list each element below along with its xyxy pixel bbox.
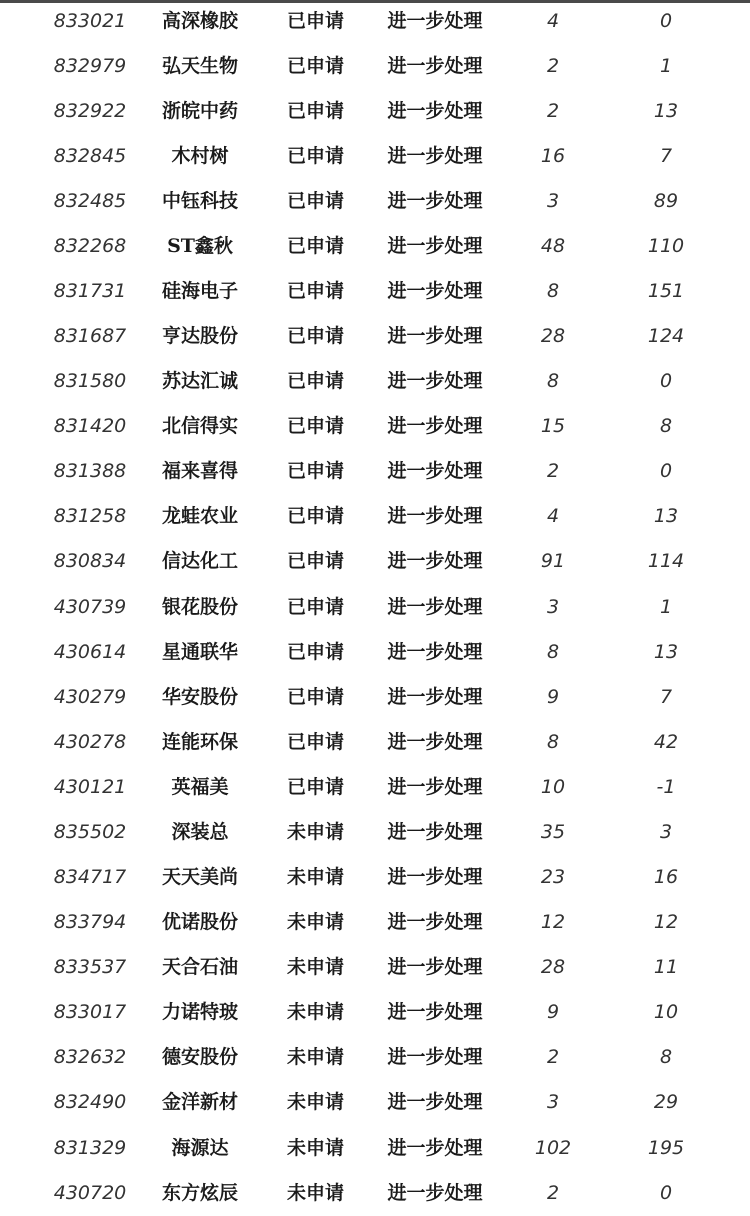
company-name-cell: 海源达 xyxy=(171,1136,229,1159)
application-status-cell: 未申请 xyxy=(286,866,344,889)
application-status-cell: 已申请 xyxy=(286,189,344,212)
company-name-cell: 连能环保 xyxy=(161,730,238,753)
application-status-cell: 已申请 xyxy=(286,460,344,483)
application-status-cell: 已申请 xyxy=(286,99,344,122)
company-name-cell: 弘天生物 xyxy=(161,54,238,77)
table-row xyxy=(0,630,750,675)
stock-code-cell: 831329 xyxy=(53,1136,127,1159)
stock-code-cell: 430278 xyxy=(53,730,127,753)
count-2-cell: 8 xyxy=(659,1046,673,1069)
table-row xyxy=(0,314,750,359)
application-status-cell: 已申请 xyxy=(286,415,344,438)
count-1-cell: 4 xyxy=(546,9,560,32)
count-2-cell: 29 xyxy=(653,1091,679,1114)
count-2-cell: 12 xyxy=(653,911,679,934)
table-row xyxy=(0,1035,750,1080)
company-name-cell: 高深橡胶 xyxy=(161,9,238,32)
table-row xyxy=(0,134,750,179)
count-1-cell: 4 xyxy=(546,505,560,528)
application-status-cell: 未申请 xyxy=(286,820,344,843)
stock-code-cell: 831258 xyxy=(53,505,127,528)
action-cell: 进一步处理 xyxy=(387,866,483,889)
table-row xyxy=(0,269,750,314)
table-row xyxy=(0,494,750,539)
stock-code-cell: 430279 xyxy=(53,685,127,708)
count-1-cell: 2 xyxy=(546,99,560,122)
count-1-cell: 91 xyxy=(540,550,566,573)
action-cell: 进一步处理 xyxy=(387,1136,483,1159)
stock-code-cell: 430121 xyxy=(53,775,127,798)
stock-code-cell: 832922 xyxy=(53,99,127,122)
application-status-cell: 已申请 xyxy=(286,640,344,663)
table-row xyxy=(0,810,750,855)
action-cell: 进一步处理 xyxy=(387,99,483,122)
action-cell: 进一步处理 xyxy=(387,820,483,843)
action-cell: 进一步处理 xyxy=(387,279,483,302)
count-1-cell: 10 xyxy=(540,775,566,798)
stock-code-cell: 832632 xyxy=(53,1046,127,1069)
table-row xyxy=(0,720,750,765)
application-status-cell: 已申请 xyxy=(286,595,344,618)
application-status-cell: 已申请 xyxy=(286,775,344,798)
company-name-cell: 天天美尚 xyxy=(161,866,238,889)
stock-code-cell: 832268 xyxy=(53,234,127,257)
count-2-cell: 7 xyxy=(659,685,673,708)
stock-code-cell: 834717 xyxy=(53,866,127,889)
company-name-cell: 福来喜得 xyxy=(161,460,238,483)
count-1-cell: 2 xyxy=(546,1046,560,1069)
action-cell: 进一步处理 xyxy=(387,1181,483,1204)
action-cell: 进一步处理 xyxy=(387,1091,483,1114)
application-status-cell: 未申请 xyxy=(286,1001,344,1024)
application-status-cell: 未申请 xyxy=(286,1136,344,1159)
company-name-cell: 华安股份 xyxy=(161,685,238,708)
application-status-cell: 未申请 xyxy=(286,1181,344,1204)
stock-code-cell: 831388 xyxy=(53,460,127,483)
table-row xyxy=(0,449,750,494)
company-name-cell: 龙蛙农业 xyxy=(161,505,238,528)
application-status-cell: 未申请 xyxy=(286,911,344,934)
count-1-cell: 8 xyxy=(546,730,560,753)
count-1-cell: 9 xyxy=(546,685,560,708)
count-1-cell: 12 xyxy=(540,911,566,934)
count-1-cell: 102 xyxy=(534,1136,572,1159)
action-cell: 进一步处理 xyxy=(387,9,483,32)
action-cell: 进一步处理 xyxy=(387,640,483,663)
count-2-cell: 89 xyxy=(653,189,679,212)
stock-code-cell: 830834 xyxy=(53,550,127,573)
count-2-cell: 0 xyxy=(659,1181,673,1204)
stock-code-cell: 833017 xyxy=(53,1001,127,1024)
table-row xyxy=(0,585,750,630)
application-status-cell: 已申请 xyxy=(286,234,344,257)
table-row xyxy=(0,1126,750,1171)
application-status-cell: 已申请 xyxy=(286,505,344,528)
action-cell: 进一步处理 xyxy=(387,234,483,257)
count-2-cell: 10 xyxy=(653,1001,679,1024)
table-row xyxy=(0,539,750,584)
company-name-cell: 信达化工 xyxy=(161,550,238,573)
table-row xyxy=(0,990,750,1035)
application-status-cell: 已申请 xyxy=(286,730,344,753)
count-2-cell: 114 xyxy=(647,550,685,573)
action-cell: 进一步处理 xyxy=(387,775,483,798)
stock-code-cell: 835502 xyxy=(53,820,127,843)
application-status-cell: 未申请 xyxy=(286,956,344,979)
count-2-cell: 13 xyxy=(653,640,679,663)
company-name-cell: 浙皖中药 xyxy=(161,99,238,122)
company-name-cell: 中钰科技 xyxy=(161,189,238,212)
count-2-cell: 1 xyxy=(659,595,673,618)
count-2-cell: -1 xyxy=(656,775,676,798)
table-row xyxy=(0,359,750,404)
table-row xyxy=(0,404,750,449)
stock-code-cell: 833537 xyxy=(53,956,127,979)
company-name-cell: 金洋新材 xyxy=(161,1091,238,1114)
company-name-cell: 木村树 xyxy=(171,144,229,167)
application-status-cell: 已申请 xyxy=(286,9,344,32)
table-row xyxy=(0,44,750,89)
company-name-cell: 力诺特玻 xyxy=(161,1001,238,1024)
action-cell: 进一步处理 xyxy=(387,550,483,573)
action-cell: 进一步处理 xyxy=(387,911,483,934)
count-2-cell: 42 xyxy=(653,730,679,753)
stock-code-cell: 831580 xyxy=(53,370,127,393)
table-row xyxy=(0,1080,750,1125)
action-cell: 进一步处理 xyxy=(387,460,483,483)
table-row xyxy=(0,765,750,810)
count-1-cell: 8 xyxy=(546,640,560,663)
company-name-cell: 硅海电子 xyxy=(161,279,238,302)
stock-code-cell: 832979 xyxy=(53,54,127,77)
count-1-cell: 35 xyxy=(540,820,566,843)
count-1-cell: 48 xyxy=(540,234,566,257)
action-cell: 进一步处理 xyxy=(387,595,483,618)
table-row xyxy=(0,675,750,720)
count-2-cell: 0 xyxy=(659,9,673,32)
table-row xyxy=(0,224,750,269)
count-1-cell: 28 xyxy=(540,325,566,348)
company-name-cell: 优诺股份 xyxy=(161,911,238,934)
count-2-cell: 110 xyxy=(647,234,685,257)
count-2-cell: 7 xyxy=(659,144,673,167)
action-cell: 进一步处理 xyxy=(387,189,483,212)
company-name-cell: 银花股份 xyxy=(161,595,238,618)
count-2-cell: 3 xyxy=(659,820,673,843)
stock-code-cell: 831687 xyxy=(53,325,127,348)
count-1-cell: 8 xyxy=(546,279,560,302)
stock-code-cell: 832485 xyxy=(53,189,127,212)
company-name-cell: 天合石油 xyxy=(161,956,238,979)
table-row xyxy=(0,855,750,900)
count-1-cell: 8 xyxy=(546,370,560,393)
action-cell: 进一步处理 xyxy=(387,956,483,979)
stock-code-cell: 831731 xyxy=(53,279,127,302)
action-cell: 进一步处理 xyxy=(387,685,483,708)
action-cell: 进一步处理 xyxy=(387,325,483,348)
count-1-cell: 2 xyxy=(546,460,560,483)
stock-code-cell: 430614 xyxy=(53,640,127,663)
action-cell: 进一步处理 xyxy=(387,370,483,393)
table-row xyxy=(0,89,750,134)
count-1-cell: 15 xyxy=(540,415,566,438)
stock-code-cell: 833794 xyxy=(53,911,127,934)
count-2-cell: 1 xyxy=(659,54,673,77)
table-row xyxy=(0,179,750,224)
stock-code-cell: 430739 xyxy=(53,595,127,618)
action-cell: 进一步处理 xyxy=(387,1046,483,1069)
table-row xyxy=(0,0,750,44)
company-name-cell: 深装总 xyxy=(171,820,229,843)
count-2-cell: 13 xyxy=(653,99,679,122)
count-2-cell: 8 xyxy=(659,415,673,438)
application-status-cell: 已申请 xyxy=(286,144,344,167)
count-1-cell: 23 xyxy=(540,866,566,889)
company-name-cell: 北信得实 xyxy=(161,415,238,438)
count-2-cell: 124 xyxy=(647,325,685,348)
count-1-cell: 3 xyxy=(546,189,560,212)
count-2-cell: 0 xyxy=(659,460,673,483)
count-1-cell: 16 xyxy=(540,144,566,167)
action-cell: 进一步处理 xyxy=(387,415,483,438)
company-name-cell: 苏达汇诚 xyxy=(161,370,238,393)
table-row xyxy=(0,945,750,990)
count-2-cell: 151 xyxy=(647,279,685,302)
application-status-cell: 已申请 xyxy=(286,370,344,393)
count-1-cell: 3 xyxy=(546,595,560,618)
stock-code-cell: 832845 xyxy=(53,144,127,167)
application-status-cell: 已申请 xyxy=(286,54,344,77)
application-status-cell: 已申请 xyxy=(286,325,344,348)
count-2-cell: 16 xyxy=(653,866,679,889)
stock-code-cell: 833021 xyxy=(53,9,127,32)
company-name-cell: ST鑫秋 xyxy=(167,234,233,257)
action-cell: 进一步处理 xyxy=(387,1001,483,1024)
stock-code-cell: 831420 xyxy=(53,415,127,438)
count-2-cell: 11 xyxy=(653,956,679,979)
count-1-cell: 2 xyxy=(546,54,560,77)
action-cell: 进一步处理 xyxy=(387,730,483,753)
count-1-cell: 3 xyxy=(546,1091,560,1114)
company-name-cell: 英福美 xyxy=(171,775,229,798)
stock-code-cell: 430720 xyxy=(53,1181,127,1204)
application-status-cell: 未申请 xyxy=(286,1046,344,1069)
count-1-cell: 9 xyxy=(546,1001,560,1024)
count-2-cell: 0 xyxy=(659,370,673,393)
company-name-cell: 亨达股份 xyxy=(161,325,238,348)
stock-code-cell: 832490 xyxy=(53,1091,127,1114)
application-status-cell: 未申请 xyxy=(286,1091,344,1114)
application-status-cell: 已申请 xyxy=(286,550,344,573)
count-1-cell: 28 xyxy=(540,956,566,979)
company-name-cell: 德安股份 xyxy=(161,1046,238,1069)
action-cell: 进一步处理 xyxy=(387,144,483,167)
action-cell: 进一步处理 xyxy=(387,505,483,528)
company-name-cell: 星通联华 xyxy=(161,640,238,663)
count-2-cell: 195 xyxy=(647,1136,685,1159)
count-1-cell: 2 xyxy=(546,1181,560,1204)
table-row xyxy=(0,900,750,945)
action-cell: 进一步处理 xyxy=(387,54,483,77)
application-status-cell: 已申请 xyxy=(286,685,344,708)
application-status-cell: 已申请 xyxy=(286,279,344,302)
count-2-cell: 13 xyxy=(653,505,679,528)
company-name-cell: 东方炫辰 xyxy=(161,1181,238,1204)
